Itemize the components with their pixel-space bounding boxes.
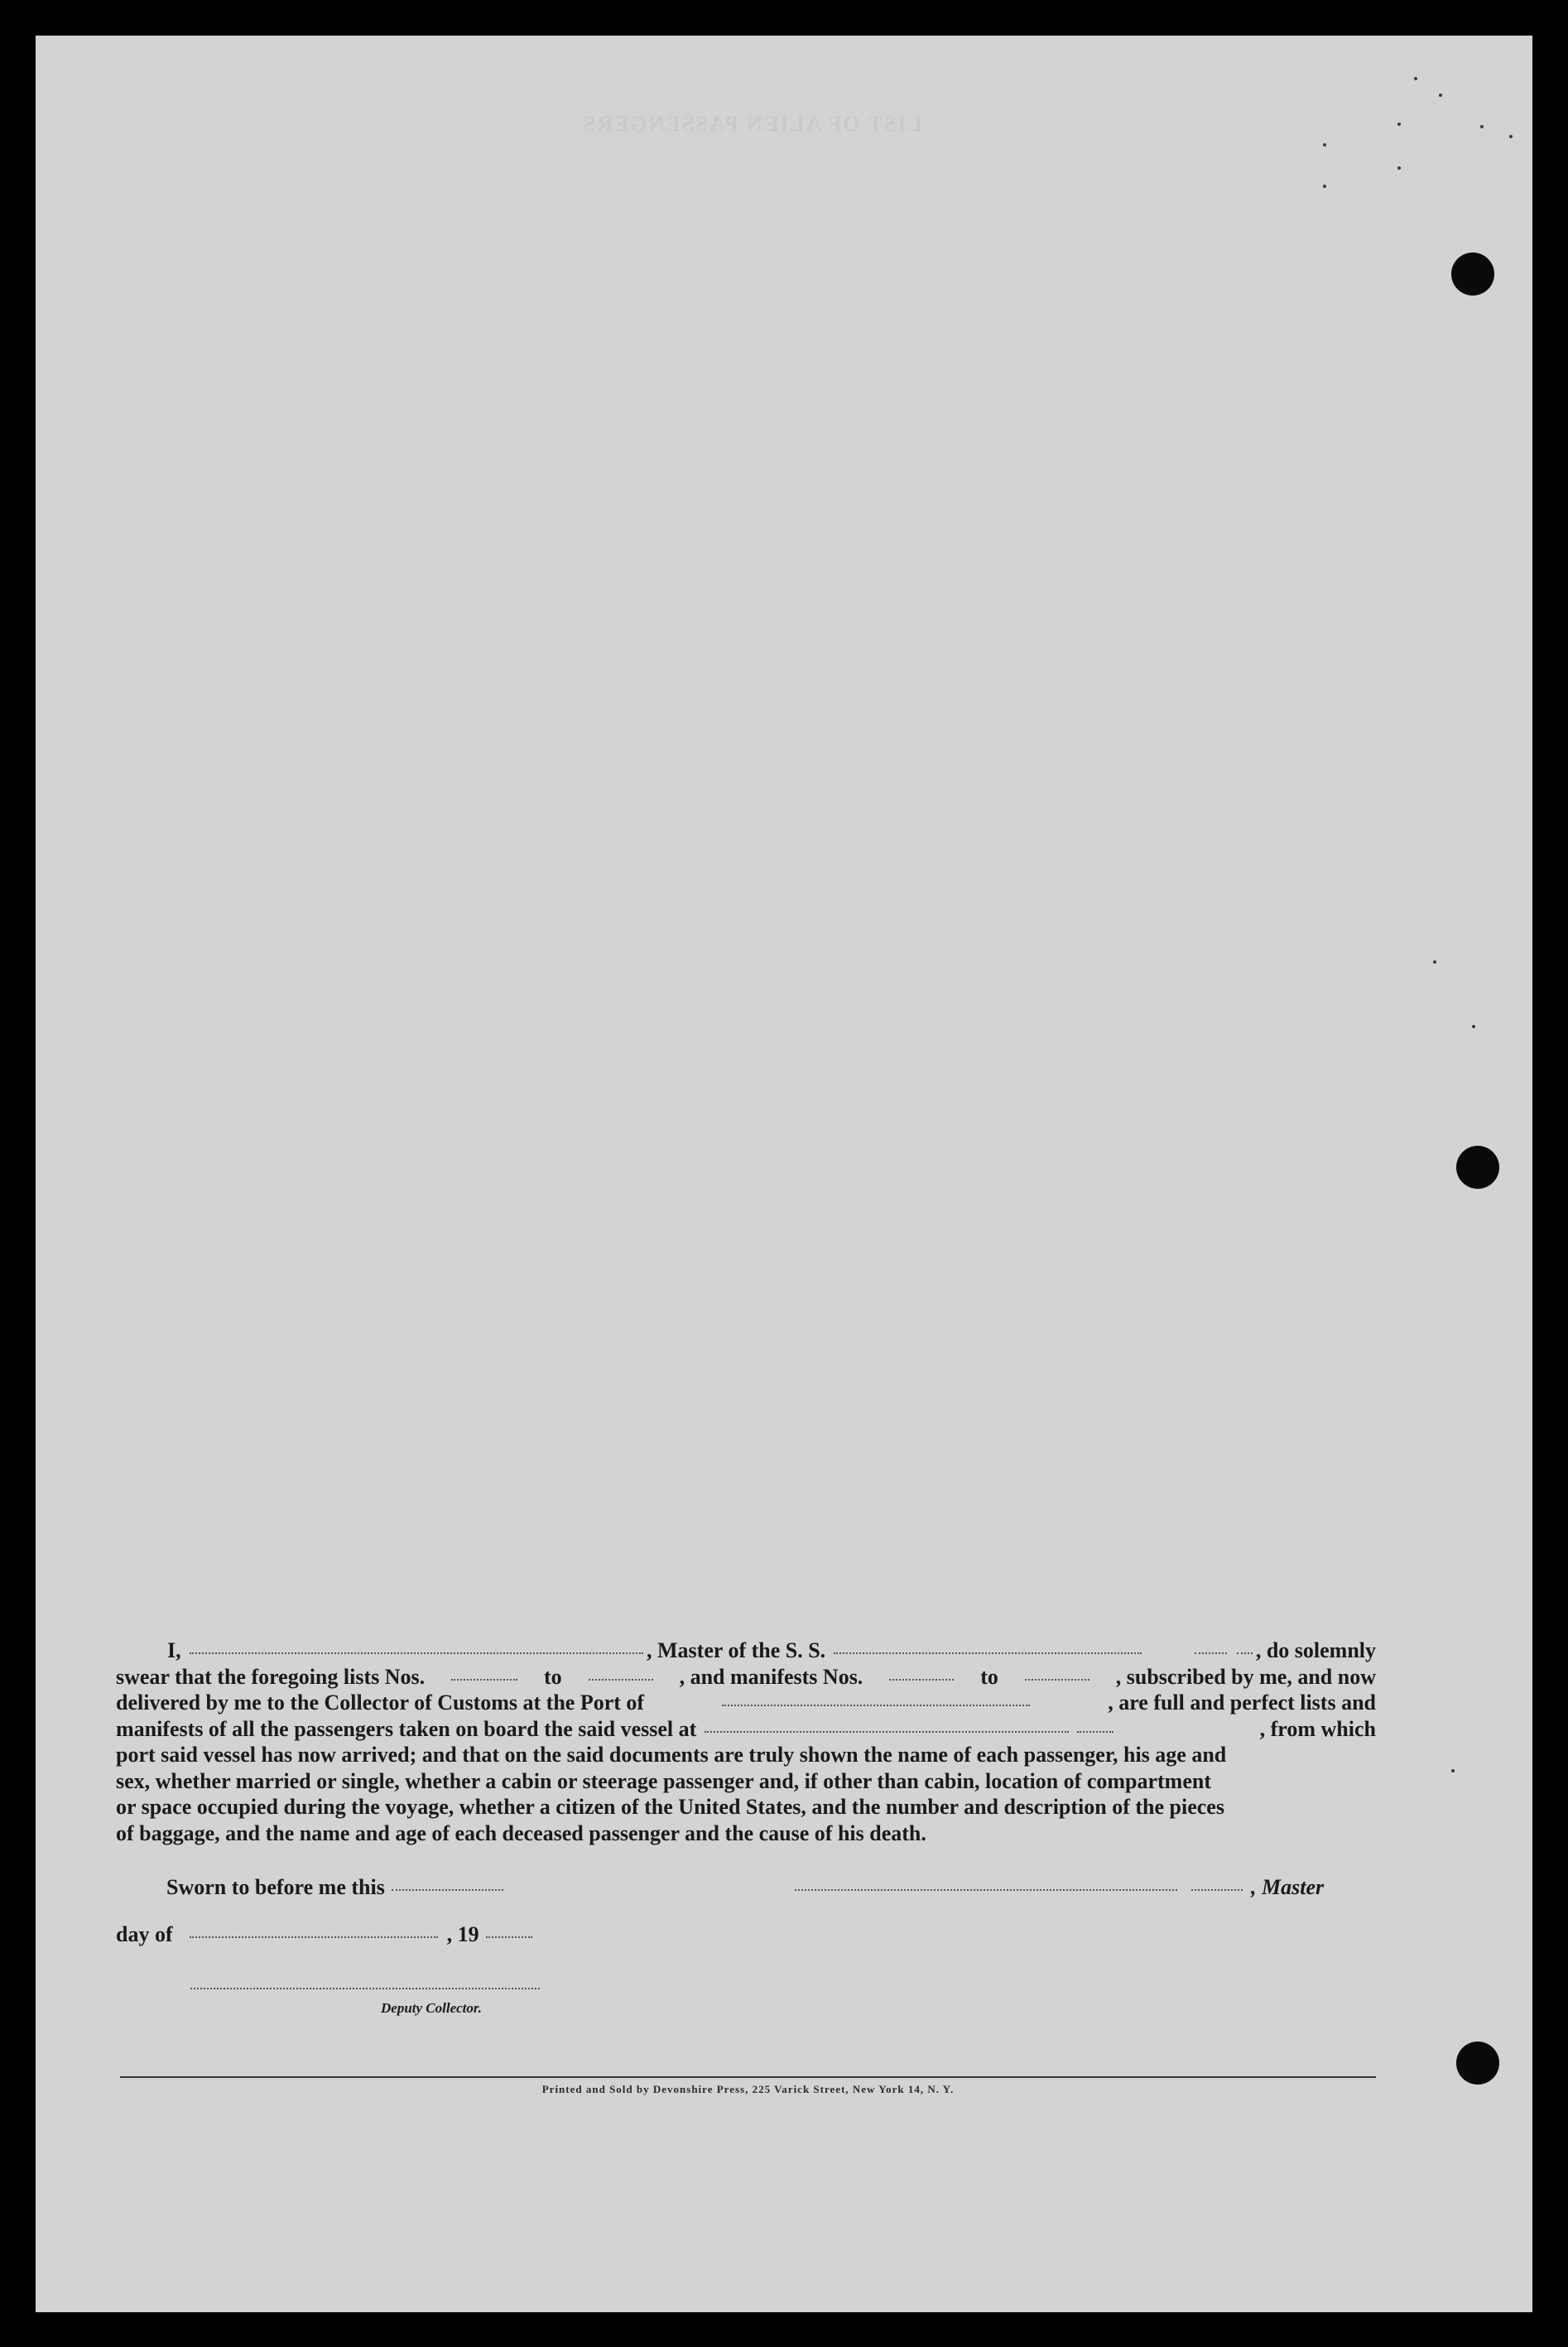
speck [1414,77,1417,80]
ship-name-blank-cont[interactable] [1195,1652,1227,1654]
day-of-label: day of [116,1922,173,1946]
oath-line-8 [116,1820,1376,1847]
speck [1397,123,1401,126]
master-signature-blank[interactable] [795,1888,1177,1891]
oath-line-5 [116,1742,1376,1768]
master-label: , Master [1251,1875,1325,1899]
oath-text: delivered by me to the Collector of Customs at the Port of [116,1691,645,1715]
speck [1480,125,1484,128]
manifests-from-blank[interactable] [889,1678,954,1681]
punch-hole-top [1451,252,1494,296]
oath-line-4 [116,1716,1376,1743]
oath-paragraph [116,1638,1376,1846]
deputy-collector-label: Deputy Collector. [381,2000,482,2016]
oath-line-7 [116,1794,1376,1820]
oath-text: to [980,1664,998,1689]
oath-text: to [544,1664,562,1689]
master-signature-blank-cont[interactable] [1191,1888,1243,1891]
oath-line-6 [116,1768,1376,1795]
day-of-line [116,1922,536,1947]
punch-hole-bottom [1456,2042,1499,2085]
deputy-signature-blank[interactable] [190,1987,540,1989]
oath-text: , from which [1259,1716,1376,1741]
speck [1439,94,1442,97]
oath-text: , Master of the S. S. [647,1638,826,1662]
oath-text: sex, whether married or single, whether a cabin or steerage passenger and, if other than cabin, location of compartment [116,1768,1211,1793]
lists-to-blank[interactable] [589,1678,653,1681]
departure-port-blank[interactable] [705,1730,1069,1733]
speck [1451,1769,1455,1772]
departure-port-blank-cont[interactable] [1077,1730,1113,1733]
oath-text: , subscribed by me, and now [1115,1664,1376,1689]
lists-from-blank[interactable] [451,1678,517,1681]
year-prefix: , 19 [446,1922,479,1946]
bleed-through-heading: LIST OF ALIEN PASSENGERS [582,112,922,136]
speck [1433,960,1436,964]
oath-line-1 [116,1638,1376,1664]
footer-rule [120,2076,1376,2078]
master-signature-line [795,1875,1324,1900]
sworn-label: Sworn to before me this [166,1875,385,1899]
oath-text: port said vessel has now arrived; and that on the said documents are truly shown the name of each passenger, his age and [116,1743,1227,1767]
deputy-signature-line [190,1974,540,1998]
speck [1323,185,1326,188]
speck [1397,166,1401,170]
oath-line-3 [116,1690,1376,1716]
speck [1472,1025,1475,1028]
year-blank[interactable] [486,1936,532,1938]
oath-text: , are full and perfect lists and [1108,1691,1376,1715]
oath-text: , do solemnly [1255,1638,1377,1662]
oath-text: manifests of all the passengers taken on board the said vessel at [116,1716,697,1741]
punch-hole-middle [1456,1146,1499,1189]
port-blank[interactable] [722,1704,1030,1706]
oath-text: of baggage, and the name and age of each deceased passenger and the cause of his death. [116,1820,926,1845]
sworn-line [166,1875,507,1900]
ship-name-blank[interactable] [834,1652,1142,1654]
speck [1323,143,1326,147]
printer-imprint: Printed and Sold by Devonshire Press, 225 Varick Street, New York 14, N. Y. [541,2083,955,2095]
oath-text: , and manifests Nos. [679,1664,863,1689]
sworn-day-blank[interactable] [392,1888,503,1891]
oath-text: or space occupied during the voyage, whether a citizen of the United States, and the number and description of the pieces [116,1795,1224,1819]
ship-name-blank-cont[interactable] [1237,1652,1253,1654]
month-blank[interactable] [190,1936,438,1938]
master-name-blank[interactable] [190,1652,643,1654]
manifests-to-blank[interactable] [1025,1678,1089,1681]
speck [1509,135,1513,138]
oath-text: I, [167,1638,181,1662]
oath-line-2 [116,1664,1376,1691]
oath-text: swear that the foregoing lists Nos. [116,1664,426,1689]
paper-sheet [36,36,1532,2312]
